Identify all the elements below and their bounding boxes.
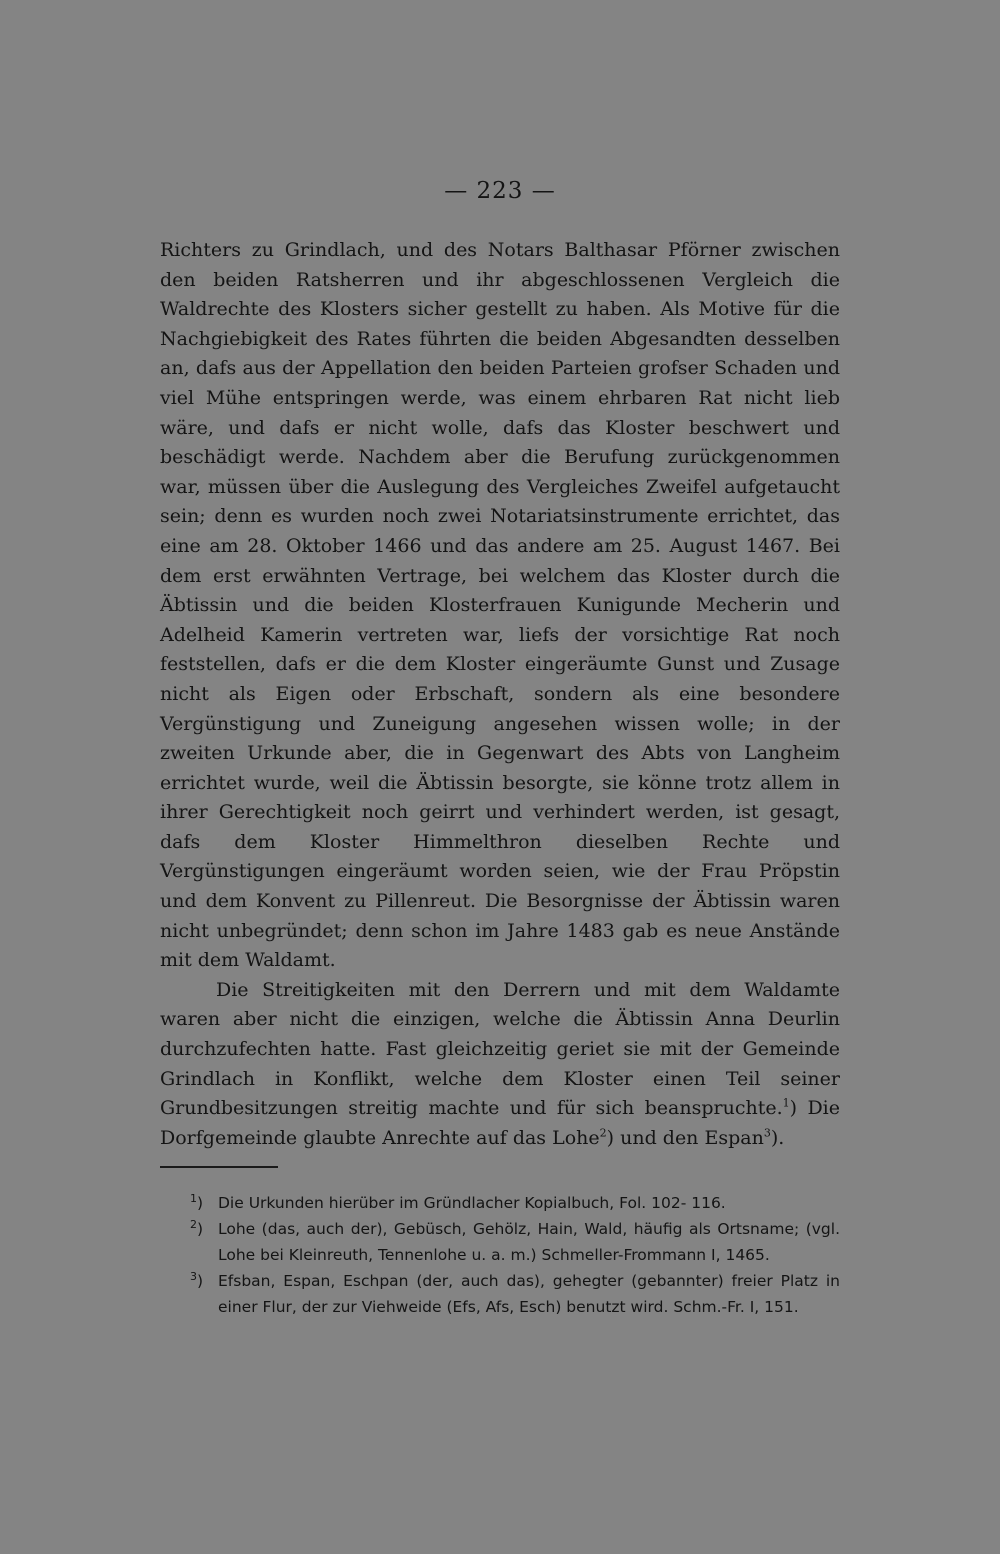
- footnote-ref-1[interactable]: 1: [782, 1096, 790, 1110]
- footnote-2: [190, 1216, 840, 1268]
- footnote-marker-3: $^3$): [190, 1269, 204, 1290]
- footnote-marker-2-number: 2: [190, 1217, 197, 1231]
- footnote-ref-2[interactable]: 2: [599, 1126, 607, 1140]
- footnote-marker-1-number: 1: [190, 1191, 197, 1205]
- footnote-3: [190, 1268, 840, 1320]
- footnote-3-text: Efsban, Espan, Eschpan (der, auch das), gehegter (gebannter) freier Platz in einer Flur, der zur Viehweide (Efs, Afs, Esch) benutzt wird. Schm.-Fr. I, 151.: [218, 1272, 840, 1316]
- paragraph-2: Die Streitigkeiten mit den Derrern und mit dem Waldamte waren aber nicht die einzigen, welche die Äbtissin Anna Deurlin durchzufechten hatte. Fast gleichzeitig geriet sie mit der Gemeinde Grindlach in Konflikt, welche dem Kloster einen Teil seiner Grundbesitzungen streitig machte und für sich beanspruchte.$^1$) Die Dorfgemeinde glaubte Anrechte auf das Lohe$^2$) und den Espan$^3$).: [160, 978, 840, 1149]
- body-text: [160, 236, 840, 1153]
- paragraph-2-text-b: und den Espan: [614, 1126, 764, 1149]
- footnote-marker-2: $^2$): [190, 1217, 204, 1238]
- page-number: — 223 —: [444, 178, 556, 204]
- paragraph-1: Richters zu Grindlach, und des Notars Balthasar Pförner zwischen den beiden Ratsherren und ihr abgeschlossenen Vergleich die Waldrechte des Klosters sicher gestellt zu haben. Als Motive für die Nachgiebigkeit des Rates führten die beiden Abgesandten desselben an, dafs aus der Appellation den beiden Parteien grofser Schaden und viel Mühe entspringen werde, was einem ehrbaren Rat nicht lieb wäre, und dafs er nicht wolle, dafs das Kloster beschwert und beschädigt werde. Nachdem aber die Berufung zurückgenommen war, müssen über die Auslegung des Vergleiches Zweifel aufgetaucht sein; denn es wurden noch zwei Notariatsinstrumente errichtet, das eine am 28. Oktober 1466 und das andere am 25. August 1467. Bei dem erst erwähnten Vertrage, bei welchem das Kloster durch die Äbtissin und die beiden Klosterfrauen Kunigunde Mecherin und Adelheid Kamerin vertreten war, liefs der vorsichtige Rat noch feststellen, dafs er die dem Kloster eingeräumte Gunst und Zusage nicht als Eigen oder Erbschaft, sondern als eine besondere Vergünstigung und Zuneigung angesehen wissen wolle; in der zweiten Urkunde aber, die in Gegenwart des Abts von Langheim errichtet wurde, weil die Äbtissin besorgte, sie könne trotz allem in ihrer Gerechtigkeit noch geirrt und verhindert werden, ist gesagt, dafs dem Kloster Himmelthron dieselben Rechte und Vergünstigungen eingeräumt worden seien, wie der Frau Pröpstin und dem Konvent zu Pillenreut. Die Besorgnisse der Äbtissin waren nicht unbegründet; denn schon im Jahre 1483 gab es neue Anstände mit dem Waldamt.: [160, 239, 840, 972]
- footnote-marker-3-number: 3: [190, 1269, 197, 1283]
- footnote-2-text: Lohe (das, auch der), Gebüsch, Gehölz, Hain, Wald, häufig als Ortsname; (vgl. Lohe bei Kleinreuth, Tennenlohe u. a. m.) Schmeller-Frommann I, 1465.: [218, 1220, 840, 1264]
- footnote-divider: [160, 1166, 278, 1168]
- footnote-marker-1: $^1$): [190, 1191, 204, 1212]
- footnote-1-text: Die Urkunden hierüber im Gründlacher Kopialbuch, Fol. 102- 116.: [218, 1194, 726, 1212]
- paragraph-2-text-c: .: [778, 1126, 785, 1149]
- footnote-1: [190, 1190, 840, 1216]
- paragraph-2-text: Die Streitigkeiten mit den Derrern und mit dem Waldamte waren aber nicht die einzigen, welche die Äbtissin Anna Deurlin durchzufechten hatte. Fast gleichzeitig geriet sie mit der Gemeinde Grindlach in Konflikt, welche dem Kloster einen Teil seiner Grundbesitzungen streitig machte und für sich beanspruchte.: [160, 978, 840, 1120]
- footnotes: [190, 1190, 840, 1320]
- footnote-ref-3[interactable]: 3: [763, 1126, 771, 1140]
- paragraph-2-text-a: Die Dorfgemeinde glaubte Anrechte auf das Lohe: [160, 1097, 840, 1149]
